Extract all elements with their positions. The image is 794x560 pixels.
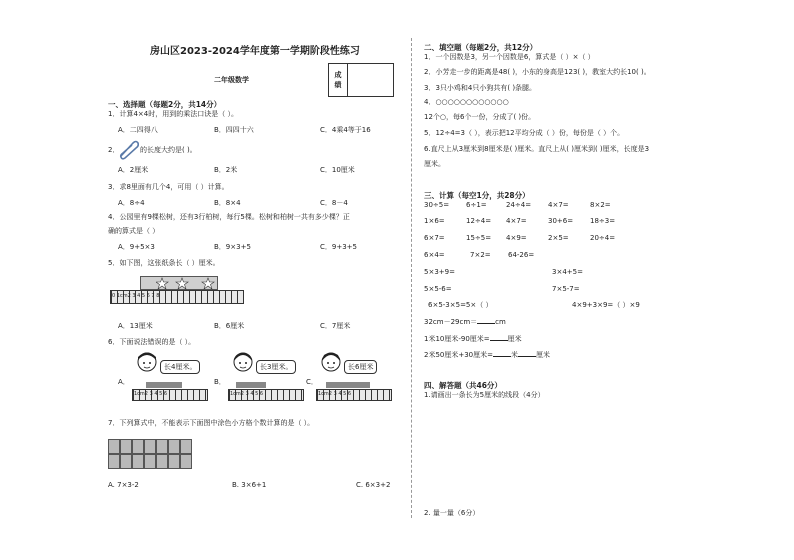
q3-option-c: C．8－4 (320, 199, 348, 207)
calc-mixed-1: 5×3+9= (424, 268, 455, 276)
calc-item: 64-26= (508, 251, 535, 259)
q7-option-c: C. 6×3+2 (356, 481, 391, 489)
exam-title: 房山区2023-2024学年度第一学期阶段性练习 (150, 46, 360, 57)
calc-fill-1: 6×5-3×5=5×（ ） (428, 301, 493, 309)
calc-item: 6×7= (424, 234, 445, 242)
calc-item: 12÷4= (466, 217, 492, 225)
calc-item: 18÷3= (590, 217, 616, 225)
q3-option-a: A．8÷4 (118, 199, 145, 207)
column-divider (411, 38, 412, 518)
q6-figure-c (316, 352, 396, 406)
fill-q4-text: 12个○，每6个一份，分成了( )份。 (424, 113, 536, 121)
q6-a-strip (146, 382, 182, 388)
q7-option-b: B. 3×6+1 (232, 481, 267, 489)
answer-q1: 1.请画出一条长为5厘米的线段（4分） (424, 391, 545, 399)
calc-item: 6÷1= (466, 201, 487, 209)
q6-c-speech-bubble: 长6厘米 (344, 360, 377, 374)
q4-text-line2: 确的算式是（ ） (108, 227, 160, 235)
ruler-q5-labels: 0 1cm2 3 4 5 6 7 8 (112, 293, 160, 299)
q7-option-a: A. 7×3-2 (108, 481, 139, 489)
q7-shaded-grid (108, 439, 192, 469)
calc-item: 1×6= (424, 217, 445, 225)
ruler-q6-b-labels: 1cm2 3 4 5 6 (230, 391, 264, 397)
q6-option-c: C． (306, 378, 318, 386)
q5-option-c: C．7厘米 (320, 322, 351, 330)
calc-item: 20÷4= (590, 234, 616, 242)
calc-item: 15÷5= (466, 234, 492, 242)
calc-item: 7×2= (470, 251, 491, 259)
q4-text-line1: 4．公园里有9棵松树，还有3行柏树，每行5棵。松树和柏树一共有多少棵？正 (108, 213, 350, 221)
fill-q3: 3．3只小鸡和4只小狗共有( )条腿。 (424, 84, 537, 92)
unit-calc-1: 32cm－29cm＝ cm (424, 318, 506, 326)
fill-q6-line1: 6.直尺上从3厘米到8厘米是( )厘米。直尺上从( )厘米到( )厘米，长度是3 (424, 145, 650, 153)
q4-option-c: C．9+3+5 (320, 243, 357, 251)
calc-mixed-4: 7×5-7= (552, 285, 580, 293)
fill-q5: 5．12÷4=3（ ），表示把12平均分成（ ）份，每份是（ ）个。 (424, 129, 625, 137)
calc-mixed-3: 5×5-6= (424, 285, 452, 293)
q4-option-a: A．9+5×3 (118, 243, 155, 251)
fill-q4-circles: 4．○○○○○○○○○○○○ (424, 98, 509, 106)
calc-item: 6×4= (424, 251, 445, 259)
q2-option-a: A．2厘米 (118, 166, 149, 174)
q6-figure-a (132, 352, 210, 406)
q2-option-b: B．2米 (214, 166, 238, 174)
unit-calc-3: 2米50厘米+30厘米= 米 厘米 (424, 351, 550, 359)
q2-number: 2． (108, 146, 120, 154)
calc-item: 4×7= (548, 201, 569, 209)
q2-text: 的长度大约是( )。 (140, 146, 197, 154)
ruler-q6-a-labels: 1cm2 3 4 5 6 (134, 391, 168, 397)
q6-option-a: A． (118, 378, 130, 386)
calc-item: 30+6= (548, 217, 574, 225)
q1-option-c: C．4乘4等于16 (320, 126, 371, 134)
section4-heading: 四、解答题（共46分） (424, 381, 502, 390)
q6-option-b: B． (214, 378, 226, 386)
calc-item: 8×2= (590, 201, 611, 209)
calc-item: 2×5= (548, 234, 569, 242)
section2-heading: 二、填空题（每题2分，共12分） (424, 43, 538, 52)
fill-q6-line2: 厘米。 (424, 160, 445, 168)
section1-heading: 一、选择题（每题2分，共14分） (108, 100, 222, 109)
calc-item: 30÷5= (424, 201, 450, 209)
q3-option-b: B．8×4 (214, 199, 241, 207)
q1-option-a: A．二四得八 (118, 126, 158, 134)
q2-option-c: C．10厘米 (320, 166, 355, 174)
section3-heading: 三、计算（每空1分，共28分） (424, 191, 530, 200)
q6-text: 6．下面说法错误的是（ ）。 (108, 338, 196, 346)
score-box (328, 63, 394, 97)
q4-option-b: B．9×3+5 (214, 243, 251, 251)
subject-label: 二年级数学 (214, 76, 249, 84)
q6-b-strip (236, 382, 266, 388)
answer-q2: 2. 量一量（6分） (424, 509, 480, 517)
q7-text: 7．下列算式中，不能表示下面图中涂色小方格个数计算的是（ ）。 (108, 419, 315, 427)
q3-text: 3．求8里面有几个4，可用（ ）计算。 (108, 183, 229, 191)
star-icons (156, 277, 216, 290)
q1-text: 1．计算4×4时，用到的乘法口诀是（ ）。 (108, 110, 238, 118)
calc-item: 4×7= (506, 217, 527, 225)
child-icon (232, 352, 254, 378)
fill-q2: 2．小芳走一步的距离是48( )，小东的身高是123( )，教室大约长10( )。 (424, 68, 651, 76)
calc-fill-2: 4×9+3×9=（ ）×9 (572, 301, 640, 309)
child-icon (136, 352, 158, 378)
fill-q1: 1．一个因数是3，另一个因数是6，算式是（ ）×（ ） (424, 53, 595, 61)
q6-figure-b (228, 352, 306, 406)
unit-calc-2: 1米10厘米-90厘米= 厘米 (424, 335, 522, 343)
q5-ruler-figure (110, 276, 244, 310)
score-label: 成 绩 (329, 64, 348, 96)
paperclip-icon (117, 138, 139, 160)
calc-item: 24÷4= (506, 201, 532, 209)
child-icon (320, 352, 342, 378)
calc-mixed-2: 3×4+5= (552, 268, 583, 276)
q6-c-strip (326, 382, 370, 388)
q5-text: 5．如下图，这张纸条长（ ）厘米。 (108, 259, 220, 267)
q5-option-a: A．13厘米 (118, 322, 153, 330)
q5-option-b: B．6厘米 (214, 322, 245, 330)
q1-option-b: B．四四十六 (214, 126, 254, 134)
q6-b-speech-bubble: 长3厘米。 (256, 360, 296, 374)
q6-a-speech-bubble: 长4厘米。 (160, 360, 200, 374)
ruler-q6-c-labels: 1cm2 3 4 5 6 (318, 391, 352, 397)
calc-item: 4×9= (506, 234, 527, 242)
